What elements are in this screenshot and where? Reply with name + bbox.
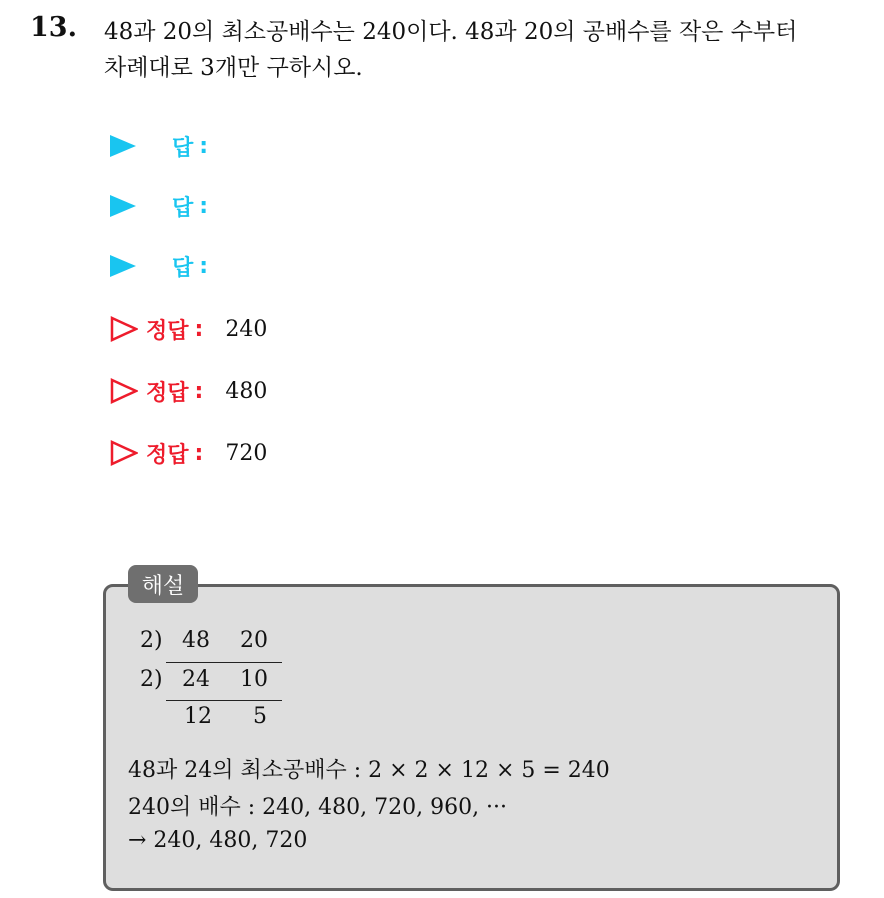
correct-label: 정답 xyxy=(146,442,189,468)
answer-colon: : xyxy=(199,133,209,159)
correct-arrow-icon xyxy=(110,378,138,404)
answer-arrow-icon xyxy=(110,135,136,157)
correct-colon: : xyxy=(194,316,204,342)
division-divisor-1: 2) xyxy=(140,628,163,653)
correct-row-1 xyxy=(110,312,267,346)
correct-arrow-icon xyxy=(110,316,138,342)
solution-tag: 해설 xyxy=(128,565,198,603)
solution-line-2: 240의 배수 : 240, 480, 720, 960, ··· xyxy=(128,795,508,820)
division-line-1 xyxy=(166,662,282,663)
correct-row-3 xyxy=(110,436,267,470)
division-value-10: 10 xyxy=(240,667,268,692)
division-line-2 xyxy=(166,700,282,701)
solution-line-1: 48과 24의 최소공배수 : 2 × 2 × 12 × 5 = 240 xyxy=(128,758,610,783)
question-line-1: 48과 20의 최소공배수는 240이다. 48과 20의 공배수를 작은 수부터 xyxy=(104,19,798,45)
answer-colon: : xyxy=(199,193,209,219)
correct-colon: : xyxy=(194,378,204,404)
answer-label: 답 xyxy=(172,255,194,281)
answer-label: 답 xyxy=(172,135,194,161)
solution-line-3: → 240, 480, 720 xyxy=(128,828,308,853)
answer-label: 답 xyxy=(172,195,194,221)
division-divisor-2: 2) xyxy=(140,667,163,692)
correct-label: 정답 xyxy=(146,318,189,344)
answer-arrow-icon xyxy=(110,195,136,217)
question-text xyxy=(104,14,864,86)
correct-value: 720 xyxy=(225,440,268,466)
correct-colon: : xyxy=(194,440,204,466)
question-number: 13. xyxy=(30,12,77,43)
division-value-48: 48 xyxy=(182,628,210,653)
answer-row-2 xyxy=(110,189,208,223)
question-line-2: 차례대로 3개만 구하시오. xyxy=(104,55,363,81)
division-value-24: 24 xyxy=(182,667,210,692)
division-value-12: 12 xyxy=(184,704,212,729)
correct-row-2 xyxy=(110,374,267,408)
division-value-20: 20 xyxy=(240,628,268,653)
correct-value: 240 xyxy=(225,316,268,342)
division-value-5: 5 xyxy=(253,704,267,729)
correct-value: 480 xyxy=(225,378,268,404)
answer-colon: : xyxy=(199,253,209,279)
answer-row-3 xyxy=(110,249,208,283)
correct-label: 정답 xyxy=(146,380,189,406)
answer-row-1 xyxy=(110,129,208,163)
answer-arrow-icon xyxy=(110,255,136,277)
correct-arrow-icon xyxy=(110,440,138,466)
